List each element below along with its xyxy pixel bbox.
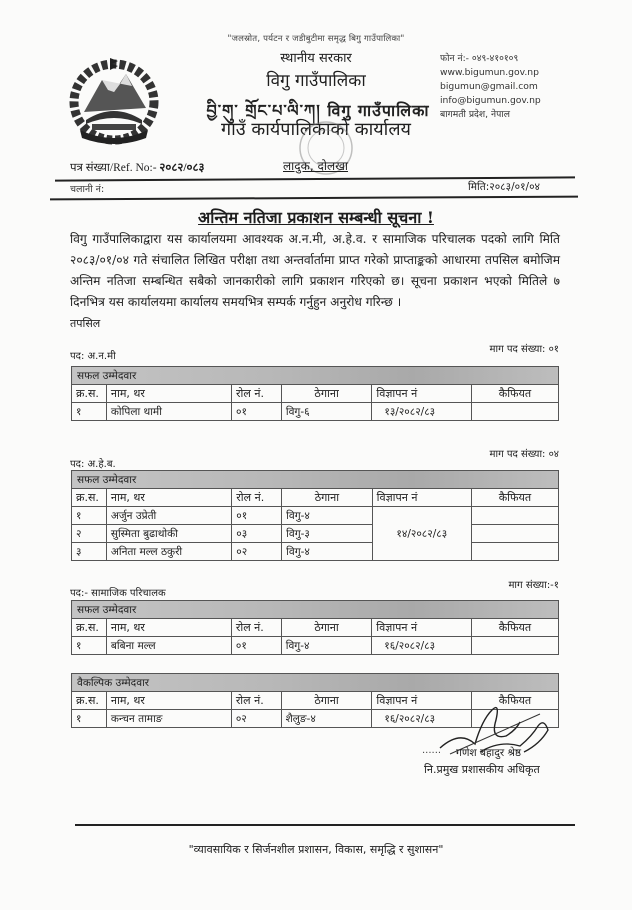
col-header-address: ठेगाना xyxy=(281,619,372,637)
demand-count-aheb: माग पद संख्या: ०४ xyxy=(489,449,559,460)
col-header-adv: विज्ञापन नं xyxy=(372,489,471,507)
table-caption: सफल उम्मेदवार xyxy=(72,471,559,489)
col-header-name: नाम, थर xyxy=(106,619,231,637)
col-header-address: ठेगाना xyxy=(281,692,372,710)
col-header-name: नाम, थर xyxy=(106,692,231,710)
col-header-name: नाम, थर xyxy=(106,385,231,403)
cell-remarks xyxy=(471,543,558,561)
col-header-remarks: कैफियत xyxy=(471,619,558,637)
post-label-anmi: पद: अ.न.मी xyxy=(70,351,116,362)
cell-remarks xyxy=(471,507,558,525)
office-name: गाउँ कार्यपालिकाको कार्यालय xyxy=(221,119,411,140)
cell-roll: ०१ xyxy=(231,637,281,655)
col-header-address: ठेगाना xyxy=(281,385,371,403)
office-location: लादुक, दोलखा xyxy=(283,159,349,173)
col-header-sn: क्र.स. xyxy=(72,385,107,403)
cell-name: कन्चन तामाङ xyxy=(106,710,231,728)
province-address: बागमती प्रदेश, नेपाल xyxy=(440,109,510,120)
cell-sn: २ xyxy=(72,525,107,543)
municipality-name: विगु गाउँपालिका xyxy=(266,71,366,91)
demand-count-social-mobilizer: माग संख्या:-१ xyxy=(508,580,559,591)
cell-roll: ०२ xyxy=(231,710,281,728)
cell-name: बबिना मल्ल xyxy=(106,637,231,655)
demand-count-anmi: माग पद संख्या: ०१ xyxy=(489,344,559,355)
col-header-name: नाम, थर xyxy=(106,489,231,507)
cell-adv: १६/२०८२/८३ xyxy=(372,710,472,728)
col-header-adv: विज्ञापन नं xyxy=(372,692,472,710)
results-table-anmi xyxy=(71,366,559,421)
signatory-title: नि.प्रमुख प्रशासकीय अधिकृत xyxy=(424,763,540,776)
cell-roll: ०१ xyxy=(232,403,282,421)
cell-roll: ०२ xyxy=(232,543,282,561)
cell-adv: १३/२०८२/८३ xyxy=(372,403,472,421)
ref-label: पत्र संख्या/Ref. No:- xyxy=(70,162,157,174)
email-link-info[interactable]: info@bigumun.gov.np xyxy=(440,95,541,106)
letter-date: मिति:२०८३/०१/०४ xyxy=(468,181,540,193)
ref-value: २०८२/०८३ xyxy=(159,162,205,174)
cell-roll: ०३ xyxy=(232,525,282,543)
table-row xyxy=(72,543,559,561)
notice-body: विगु गाउँपालिकाद्वारा यस कार्यालयमा आवश्यक अ.न.मी, अ.हे.व. र सामाजिक परिचालक पदको लागि मिति २०८३/०१/०४ गते संचालित लिखित परीक्षा तथा अन्तर्वार्तामा प्राप्त गरेको प्राप्ताङ्कको आधारमा तपसिल बमोजिम अन्तिम नतिजा सम्बन्धित सबैको जानकारीको लागि प्रकाशन गरिएको छ। सूचना प्रकाशन भएको मितिले ७ दिनभित्र यस कार्यालयमा कार्यालय समयभित्र सम्पर्क गर्नुहुन अनुरोध गरिन्छ । xyxy=(70,232,560,309)
municipality-name-alt-script: བྱི་གུ་ གྲོང་པ་ལི་ཀ། विगु गाउँपालिका xyxy=(206,101,430,120)
cell-remarks xyxy=(471,525,558,543)
signature-dots: ...... xyxy=(422,745,442,756)
cell-address: विगु-४ xyxy=(282,507,373,525)
cell-roll: ०१ xyxy=(232,507,282,525)
post-label-aheb: पद: अ.हे.ब. xyxy=(70,459,116,470)
email-link-primary[interactable]: bigumun@gmail.com xyxy=(440,81,538,92)
col-header-sn: क्र.स. xyxy=(72,692,107,710)
cell-sn: १ xyxy=(72,637,107,655)
dispatch-number-label: चलानी नं: xyxy=(70,184,105,195)
footer-divider xyxy=(75,824,575,826)
cell-name: अनिता मल्ल ठकुरी xyxy=(106,543,231,561)
col-header-roll: रोल नं. xyxy=(231,692,281,710)
col-header-address: ठेगाना xyxy=(282,489,373,507)
col-header-roll: रोल नं. xyxy=(231,619,281,637)
results-table-aheb xyxy=(71,470,559,561)
signatory-name: गणेश बहादुर श्रेष्ठ xyxy=(456,747,522,759)
table-row xyxy=(72,637,559,655)
contact-block xyxy=(440,52,541,122)
cell-address: विगु-३ xyxy=(282,525,373,543)
footer-motto: "व्यावसायिक र सिर्जनशील प्रशासन, विकास, समृद्धि र सुशासन" xyxy=(188,843,444,856)
col-header-remarks: कैफियत xyxy=(471,692,558,710)
phone-number: फोन नं:- ०४९-४१०१०९ xyxy=(440,53,519,64)
table-caption: वैकल्पिक उम्मेदवार xyxy=(72,674,559,692)
col-header-sn: क्र.स. xyxy=(72,619,107,637)
table-caption: सफल उम्मेदवार xyxy=(72,367,559,385)
cell-address: विगु-४ xyxy=(282,543,373,561)
cell-remarks xyxy=(471,637,558,655)
table-row xyxy=(72,525,559,543)
cell-sn: १ xyxy=(72,403,107,421)
col-header-adv: विज्ञापन नं xyxy=(372,619,472,637)
divider-line xyxy=(50,196,578,201)
post-label-social-mobilizer: पद:- सामाजिक परिचालक xyxy=(70,588,166,599)
cell-address: शैलुङ-४ xyxy=(281,710,372,728)
local-government-label: स्थानीय सरकार xyxy=(280,51,352,66)
cell-adv: १६/२०८२/८३ xyxy=(372,637,472,655)
cell-sn: १ xyxy=(72,507,107,525)
col-header-adv: विज्ञापन नं xyxy=(372,385,472,403)
table-caption: सफल उम्मेदवार xyxy=(72,601,559,619)
header-motto: "जलस्रोत, पर्यटन र जडीबुटीमा समृद्ध बिगु गाउँपालिका" xyxy=(227,34,405,44)
details-label: तपसिल xyxy=(70,317,101,330)
website-link[interactable]: www.bigumun.gov.np xyxy=(440,67,539,78)
cell-sn: १ xyxy=(72,710,107,728)
table-row xyxy=(72,403,559,421)
col-header-sn: क्र.स. xyxy=(72,489,107,507)
col-header-roll: रोल नं. xyxy=(232,489,282,507)
cell-name: अर्जुन उप्रेती xyxy=(106,507,231,525)
cell-name: कोपिला थामी xyxy=(106,403,231,421)
cell-adv-merged: १४/२०८२/८३ xyxy=(372,507,471,561)
col-header-roll: रोल नं. xyxy=(232,385,282,403)
table-row xyxy=(72,507,559,525)
reference-number xyxy=(70,160,204,175)
cell-address: विगु-६ xyxy=(281,403,371,421)
cell-remarks xyxy=(471,403,558,421)
col-header-remarks: कैफियत xyxy=(471,489,558,507)
results-table-social-mobilizer xyxy=(71,600,559,655)
notice-title: अन्तिम नतिजा प्रकाशन सम्बन्धी सूचना ! xyxy=(198,208,434,227)
cell-sn: ३ xyxy=(72,543,107,561)
cell-name: सुस्मिता बुढाथोकी xyxy=(106,525,231,543)
col-header-remarks: कैफियत xyxy=(471,385,558,403)
cell-address: विगु-४ xyxy=(281,637,372,655)
